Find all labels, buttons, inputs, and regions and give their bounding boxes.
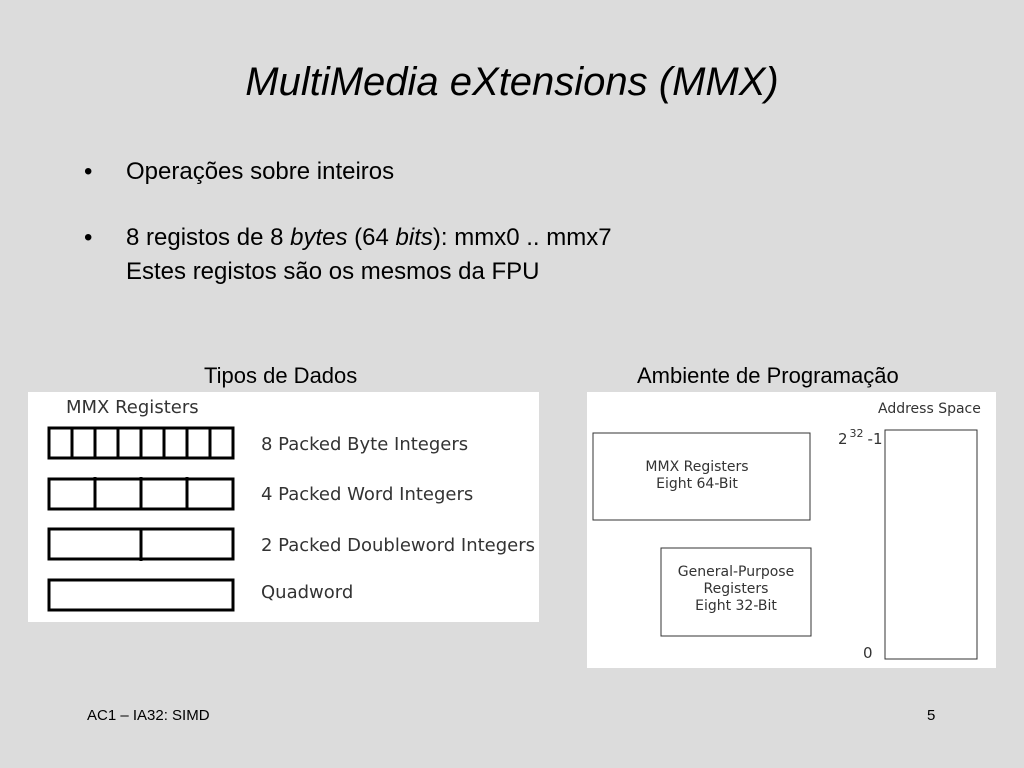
bullet-text-part: 8 registos de 8 <box>126 224 291 251</box>
quadword-register <box>49 580 233 610</box>
mmx-registers-box <box>593 433 810 520</box>
bullet-text: Operações sobre inteiros <box>126 158 395 185</box>
bullet-text <box>126 221 964 255</box>
data-types-caption: Tipos de Dados <box>204 363 358 388</box>
svg-text:MMX Registers: MMX Registers <box>645 459 749 475</box>
svg-text:Registers: Registers <box>703 581 769 597</box>
row-label: 2 Packed Doubleword Integers <box>261 535 536 556</box>
row-label: 4 Packed Word Integers <box>261 484 474 505</box>
packed-word-register <box>49 477 233 509</box>
programming-environment-figure <box>587 392 996 668</box>
data-types-diagram <box>28 392 539 622</box>
bits-term: bits <box>395 224 433 251</box>
packed-byte-register <box>49 428 233 458</box>
svg-text:Eight 32-Bit: Eight 32-Bit <box>695 598 777 614</box>
svg-text:Eight 64-Bit: Eight 64-Bit <box>656 476 738 492</box>
bullet-glyph: • <box>84 224 93 251</box>
top-address-label: 2 $^{32}$ -1 <box>838 427 883 448</box>
bytes-term: bytes <box>290 224 348 251</box>
bullet-list <box>84 155 964 289</box>
footer-text: AC1 – IA32: SIMD <box>87 707 210 724</box>
slide-title: MultiMedia eXtensions (MMX) <box>245 60 779 104</box>
bullet-item <box>84 221 964 289</box>
row-label: Quadword <box>261 582 354 603</box>
data-types-figure <box>28 392 539 622</box>
general-purpose-registers-box <box>661 548 811 636</box>
bullet-text-part: (64 <box>347 224 396 251</box>
address-space-box <box>885 430 977 659</box>
programming-environment-caption: Ambiente de Programação <box>637 363 899 388</box>
mmx-registers-heading: MMX Registers <box>66 397 199 418</box>
address-space-label: Address Space <box>878 401 981 417</box>
bullet-item <box>84 155 964 189</box>
packed-doubleword-register <box>49 529 233 561</box>
bullet-text-line2: Estes registos são os mesmos da FPU <box>126 258 540 285</box>
page-number: 5 <box>927 707 936 724</box>
bottom-address-label: 0 <box>863 644 873 662</box>
row-label: 8 Packed Byte Integers <box>261 434 469 455</box>
bullet-glyph: • <box>84 158 93 185</box>
programming-environment-diagram <box>587 392 996 668</box>
bullet-text-part: ): mmx0 .. mmx7 <box>432 224 612 251</box>
svg-text:General-Purpose: General-Purpose <box>677 564 795 580</box>
